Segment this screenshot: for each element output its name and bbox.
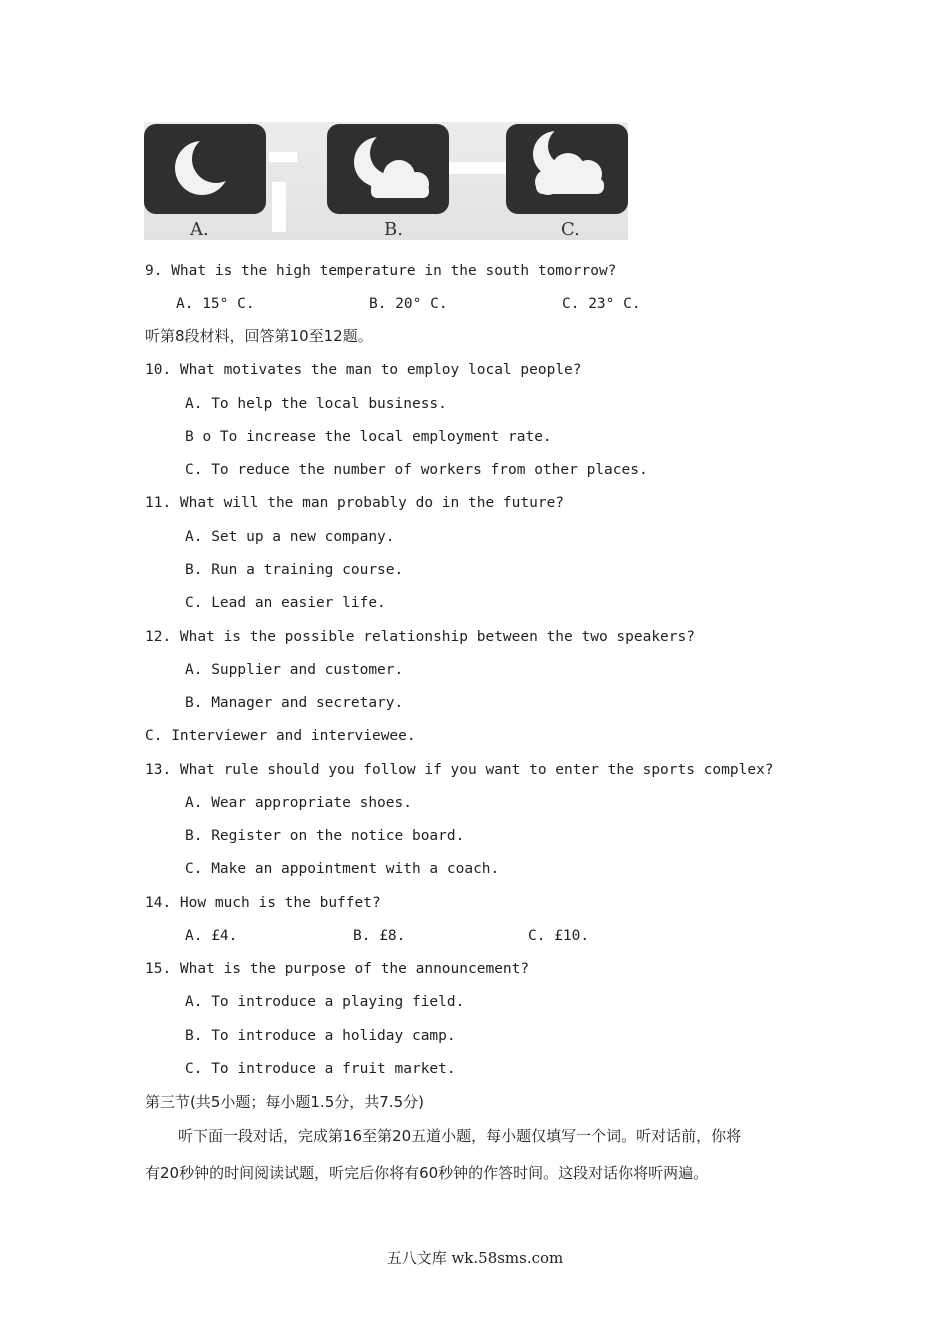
weather-picture-options <box>144 122 628 240</box>
moon-with-rain-cloud-icon <box>506 124 628 214</box>
question-14: 14. How much is the buffet? <box>145 895 381 911</box>
section-3-heading: 第三节(共5小题；每小题1.5分，共7.5分) <box>145 1093 424 1111</box>
question-11-option-b: B. Run a training course. <box>185 562 404 578</box>
question-13-option-b: B. Register on the notice board. <box>185 828 465 844</box>
option-b-tile <box>327 124 449 214</box>
section-3-paragraph-line-1: 听下面一段对话，完成第16至第20五道小题，每小题仅填写一个词。听对话前，你将 <box>178 1127 742 1145</box>
question-10: 10. What motivates the man to employ local people? <box>145 362 582 378</box>
question-15-option-a: A. To introduce a playing field. <box>185 994 465 1010</box>
scan-mark <box>269 152 297 162</box>
question-12: 12. What is the possible relationship between the two speakers? <box>145 629 695 645</box>
question-10-option-b: B o To increase the local employment rate. <box>185 429 552 445</box>
page-footer: 五八文库 wk.58sms.com <box>386 1249 564 1267</box>
question-9: 9. What is the high temperature in the south tomorrow? <box>145 263 617 279</box>
question-14-option-b: B. £8. <box>353 928 406 944</box>
question-12-option-c: C. Interviewer and interviewee. <box>145 728 416 744</box>
section-8-instruction: 听第8段材料，回答第10至12题。 <box>145 327 373 345</box>
question-13-option-c: C. Make an appointment with a coach. <box>185 861 500 877</box>
question-9-option-b: B. 20° C. <box>369 296 448 312</box>
option-a-label: A. <box>190 219 209 240</box>
scan-mark <box>272 182 286 232</box>
question-13-option-a: A. Wear appropriate shoes. <box>185 795 412 811</box>
question-10-option-a: A. To help the local business. <box>185 396 447 412</box>
option-c-label: C. <box>561 219 580 240</box>
scan-mark <box>444 162 506 174</box>
question-9-option-a: A. 15° C. <box>176 296 255 312</box>
moon-icon <box>144 124 266 214</box>
moon-with-cloud-icon <box>327 124 449 214</box>
question-12-option-a: A. Supplier and customer. <box>185 662 404 678</box>
section-3-paragraph-line-2: 有20秒钟的时间阅读试题，听完后你将有60秒钟的作答时间。这段对话你将听两遍。 <box>145 1164 709 1182</box>
question-12-option-b: B. Manager and secretary. <box>185 695 404 711</box>
question-10-option-c: C. To reduce the number of workers from other places. <box>185 462 648 478</box>
question-13: 13. What rule should you follow if you want to enter the sports complex? <box>145 762 774 778</box>
question-11-option-a: A. Set up a new company. <box>185 529 395 545</box>
question-15-option-b: B. To introduce a holiday camp. <box>185 1028 456 1044</box>
question-9-option-c: C. 23° C. <box>562 296 641 312</box>
option-a-tile <box>144 124 266 214</box>
option-c-tile <box>506 124 628 214</box>
option-b-label: B. <box>384 219 403 240</box>
question-11-option-c: C. Lead an easier life. <box>185 595 386 611</box>
question-14-option-a: A. £4. <box>185 928 238 944</box>
question-15-option-c: C. To introduce a fruit market. <box>185 1061 456 1077</box>
question-15: 15. What is the purpose of the announcement? <box>145 961 530 977</box>
question-14-option-c: C. £10. <box>528 928 590 944</box>
question-11: 11. What will the man probably do in the future? <box>145 495 565 511</box>
